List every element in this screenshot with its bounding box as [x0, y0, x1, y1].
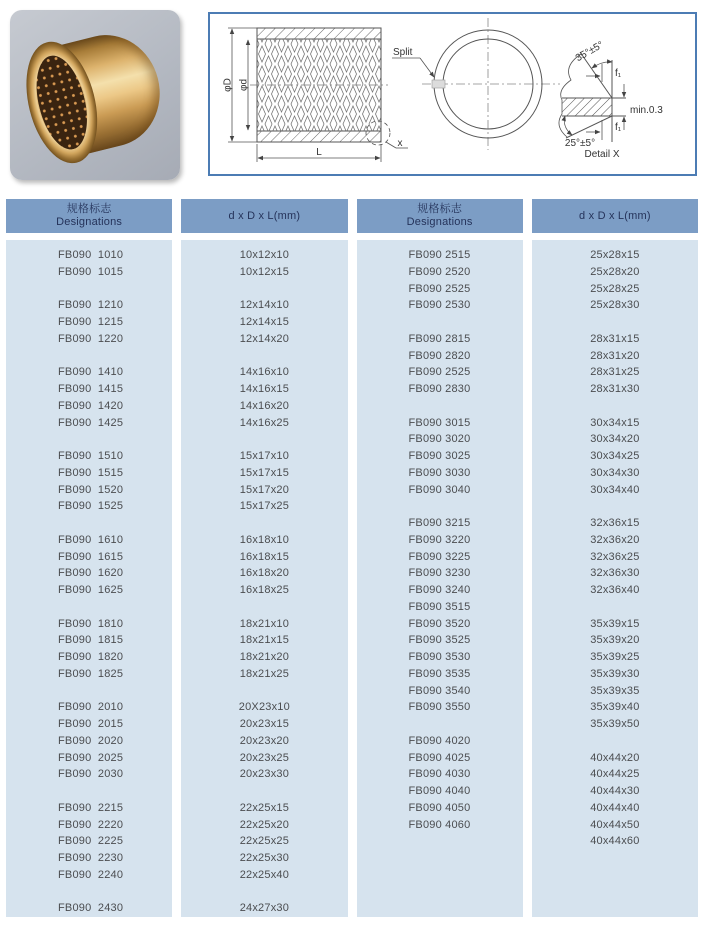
table-row: FB090 1615 [58, 550, 124, 563]
header-size-label: d x D x L(mm) [228, 209, 301, 222]
table-row: 40x44x40 [590, 801, 640, 814]
table-row: FB090 1510 [58, 450, 124, 462]
technical-drawing-svg [210, 14, 695, 174]
table-row: FB090 1525 [58, 500, 124, 513]
table-row: 18x21x10 [239, 617, 290, 630]
table-row: 16x18x20 [239, 567, 290, 580]
table-row [532, 867, 698, 884]
f1-top-label: f₁ [615, 68, 622, 79]
table-row: FB090 2240 [58, 868, 124, 881]
header-designations-right [357, 199, 523, 233]
table-row: FB090 2015 [58, 718, 124, 730]
table-row: 28x31x25 [590, 366, 640, 379]
left-size-column [181, 240, 347, 917]
table-row: FB090 3030 [408, 466, 471, 479]
table-row [6, 599, 172, 616]
table-row: FB090 3530 [408, 651, 471, 663]
table-row [357, 716, 523, 733]
table-row: 24x27x30 [239, 902, 290, 915]
table-row: FB090 3220 [408, 533, 471, 546]
table-row: 22x25x30 [239, 852, 290, 864]
table-row: FB090 3525 [408, 634, 471, 647]
table-row: FB090 1410 [58, 366, 124, 379]
table-row: 20x23x20 [239, 734, 290, 747]
table-row: FB090 3040 [408, 483, 471, 496]
table-row: 15x17x20 [239, 483, 290, 496]
table-row: 20X23x10 [238, 701, 290, 714]
table-row: FB090 4060 [408, 818, 471, 831]
table-row: 40x44x60 [590, 835, 640, 848]
bushing-image [10, 10, 180, 180]
table-row: FB090 2815 [408, 332, 471, 345]
technical-drawing [208, 12, 697, 176]
table-row: FB090 2515 [408, 249, 471, 261]
dim-label-outer-diameter: φD [222, 78, 234, 92]
cross-section-view [228, 28, 408, 162]
table-row [6, 683, 172, 700]
table-row: 25x28x15 [590, 249, 640, 261]
table-header [6, 199, 698, 233]
table-row: FB090 3225 [408, 550, 471, 563]
table-row [6, 348, 172, 365]
table-row: FB090 3015 [408, 416, 471, 429]
table-row: FB090 2520 [408, 265, 471, 278]
table-row: 28x31x15 [590, 332, 640, 345]
table-row: 18x21x20 [239, 651, 290, 663]
table-row: FB090 1810 [58, 617, 124, 630]
header-size-label: d x D x L(mm) [579, 209, 651, 222]
table-row: 30x34x40 [590, 483, 640, 496]
table-row [357, 833, 523, 850]
table-row [6, 884, 172, 901]
header-size-left [181, 199, 347, 233]
table-row: FB090 2215 [58, 801, 124, 814]
product-photo [10, 10, 180, 180]
table-row: 16x18x25 [239, 584, 290, 596]
table-row: 12x14x15 [239, 316, 290, 328]
header-zh: 规格标志 [417, 203, 463, 215]
table-row: FB090 3540 [408, 684, 471, 697]
chamfer-angle-top-label: 35°±5° [573, 39, 606, 65]
header-size-right [532, 199, 698, 233]
table-row: 15x17x25 [239, 500, 290, 513]
table-row [357, 498, 523, 515]
table-row [181, 599, 347, 616]
table-row: FB090 1515 [58, 466, 124, 479]
table-row: FB090 2220 [58, 818, 124, 831]
header-en: Designations [56, 216, 123, 228]
table-row [532, 398, 698, 415]
split-label: Split [393, 47, 413, 58]
table-row: 32x36x40 [590, 584, 640, 596]
table-body [6, 240, 698, 917]
table-row: FB090 1010 [58, 249, 124, 261]
table-row: FB090 3230 [408, 567, 471, 580]
table-row: 14x16x15 [239, 383, 290, 395]
table-row: 16x18x10 [239, 533, 290, 546]
table-row: 35x39x20 [590, 634, 640, 647]
table-row: FB090 2225 [58, 835, 124, 848]
table-row [6, 431, 172, 448]
table-row [357, 884, 523, 901]
table-row: 30x34x15 [590, 416, 640, 429]
table-row [357, 867, 523, 884]
table-row: FB090 1820 [58, 651, 124, 663]
table-row: FB090 1610 [58, 533, 124, 546]
table-row [357, 398, 523, 415]
dim-label-inner-diameter: φd [238, 78, 250, 92]
table-row: FB090 4050 [408, 801, 471, 814]
table-row [181, 683, 347, 700]
table-row: FB090 2025 [58, 751, 124, 764]
table-row: FB090 1215 [58, 316, 124, 328]
table-row [532, 900, 698, 917]
table-row: FB090 3025 [408, 450, 471, 462]
table-row [6, 783, 172, 800]
table-row [532, 599, 698, 616]
table-row: 20x23x25 [239, 751, 290, 764]
table-row [6, 281, 172, 298]
table-row: 20x23x30 [239, 768, 290, 781]
table-row: 10x12x15 [239, 265, 290, 278]
table-row [181, 515, 347, 532]
table-row: FB090 3520 [408, 617, 471, 630]
table-row: FB090 3515 [408, 600, 471, 613]
table-row [532, 498, 698, 515]
table-row: 28x31x20 [590, 349, 640, 362]
table-row: 35x39x25 [590, 651, 640, 663]
table-row [532, 314, 698, 331]
table-row: 35x39x50 [590, 718, 640, 730]
table-row: 28x31x30 [590, 383, 640, 395]
table-row: FB090 2820 [408, 349, 471, 362]
table-row: 12x14x10 [239, 299, 290, 312]
table-row: 40x44x20 [590, 751, 640, 764]
table-row [181, 348, 347, 365]
table-row: 14x16x25 [239, 416, 290, 429]
header-en: Designations [406, 216, 473, 228]
table-row: 40x44x50 [590, 818, 640, 831]
table-row [532, 850, 698, 867]
table-row: FB090 4020 [408, 734, 471, 747]
table-row: 16x18x15 [239, 550, 290, 563]
detail-x-callout-label: x [397, 138, 403, 149]
table-row: FB090 1015 [58, 265, 124, 278]
table-row: FB090 3215 [408, 517, 471, 529]
table-row: FB090 1210 [58, 299, 124, 312]
table-row [357, 314, 523, 331]
table-row [181, 884, 347, 901]
table-row: 35x39x40 [590, 701, 640, 714]
table-row: FB090 2830 [408, 383, 471, 395]
table-row: 25x28x25 [590, 282, 640, 295]
table-row [532, 884, 698, 901]
table-row: 14x16x10 [239, 366, 290, 379]
dim-label-length: L [316, 147, 322, 158]
table-row: FB090 2525 [408, 366, 471, 379]
table-row: 35x39x30 [590, 667, 640, 680]
table-row: 18x21x25 [239, 667, 290, 680]
table-row: 14x16x20 [239, 399, 290, 412]
table-row: FB090 3020 [408, 433, 471, 446]
table-row: 20x23x15 [239, 718, 290, 730]
chamfer-angle-bottom-label: 25°±5° [564, 138, 596, 149]
table-row: 10x12x10 [239, 249, 290, 261]
table-row [6, 515, 172, 532]
table-row: 40x44x30 [590, 785, 640, 797]
table-row: 32x36x25 [590, 550, 640, 563]
table-row: FB090 1520 [58, 483, 124, 496]
table-row [181, 281, 347, 298]
table-row: 22x25x40 [239, 868, 290, 881]
table-row: FB090 3550 [408, 701, 471, 714]
table-row: FB090 3240 [408, 584, 471, 596]
table-row: 22x25x20 [239, 818, 290, 831]
table-row: FB090 4030 [408, 768, 471, 781]
table-row: 30x34x25 [590, 450, 640, 462]
table-row: 32x36x30 [590, 567, 640, 580]
table-row: 40x44x25 [590, 768, 640, 781]
table-row: 35x39x15 [590, 617, 640, 630]
table-row: FB090 4040 [408, 785, 471, 797]
table-row: 15x17x15 [239, 466, 290, 479]
table-row: FB090 2430 [58, 902, 124, 915]
table-row [357, 850, 523, 867]
table-row: 22x25x25 [239, 835, 290, 848]
table-row: FB090 1415 [58, 383, 124, 395]
table-row: 15x17x10 [239, 450, 290, 462]
min-wall-label: min.0.3 [630, 105, 663, 116]
table-row [181, 431, 347, 448]
table-row: FB090 2030 [58, 768, 124, 781]
table-row: FB090 1825 [58, 667, 124, 680]
table-row [181, 783, 347, 800]
right-size-column [532, 240, 698, 917]
table-row: 22x25x15 [239, 801, 290, 814]
header-zh: 规格标志 [66, 203, 112, 215]
table-row: FB090 1420 [58, 399, 124, 412]
table-row: 35x39x35 [590, 684, 640, 697]
table-row [357, 900, 523, 917]
table-row [532, 733, 698, 750]
detail-x-caption: Detail X [584, 149, 620, 160]
table-row: FB090 4025 [408, 751, 471, 764]
table-row: FB090 2525 [408, 282, 471, 295]
ring-view [392, 18, 560, 150]
table-row: 32x36x15 [590, 517, 640, 529]
table-row: FB090 1620 [58, 567, 124, 580]
table-row: 25x28x30 [590, 299, 640, 312]
table-row: FB090 1815 [58, 634, 124, 647]
table-row: 30x34x20 [590, 433, 640, 446]
table-row: FB090 3535 [408, 667, 471, 680]
f1-bottom-label: f₁ [615, 122, 622, 133]
table-row: FB090 2230 [58, 852, 124, 864]
table-row: 30x34x30 [590, 466, 640, 479]
table-row: 12x14x20 [239, 332, 290, 345]
table-row: FB090 1425 [58, 416, 124, 429]
right-designation-column [357, 240, 523, 917]
table-row: FB090 2020 [58, 734, 124, 747]
header-designations-left [6, 199, 172, 233]
table-row: 25x28x20 [590, 265, 640, 278]
table-row: FB090 2010 [58, 701, 124, 714]
table-row: 18x21x15 [239, 634, 290, 647]
table-row: FB090 1220 [58, 332, 124, 345]
table-row: FB090 1625 [58, 584, 124, 596]
table-row: 32x36x20 [590, 533, 640, 546]
left-designation-column [6, 240, 172, 917]
table-row: FB090 2530 [408, 299, 471, 312]
